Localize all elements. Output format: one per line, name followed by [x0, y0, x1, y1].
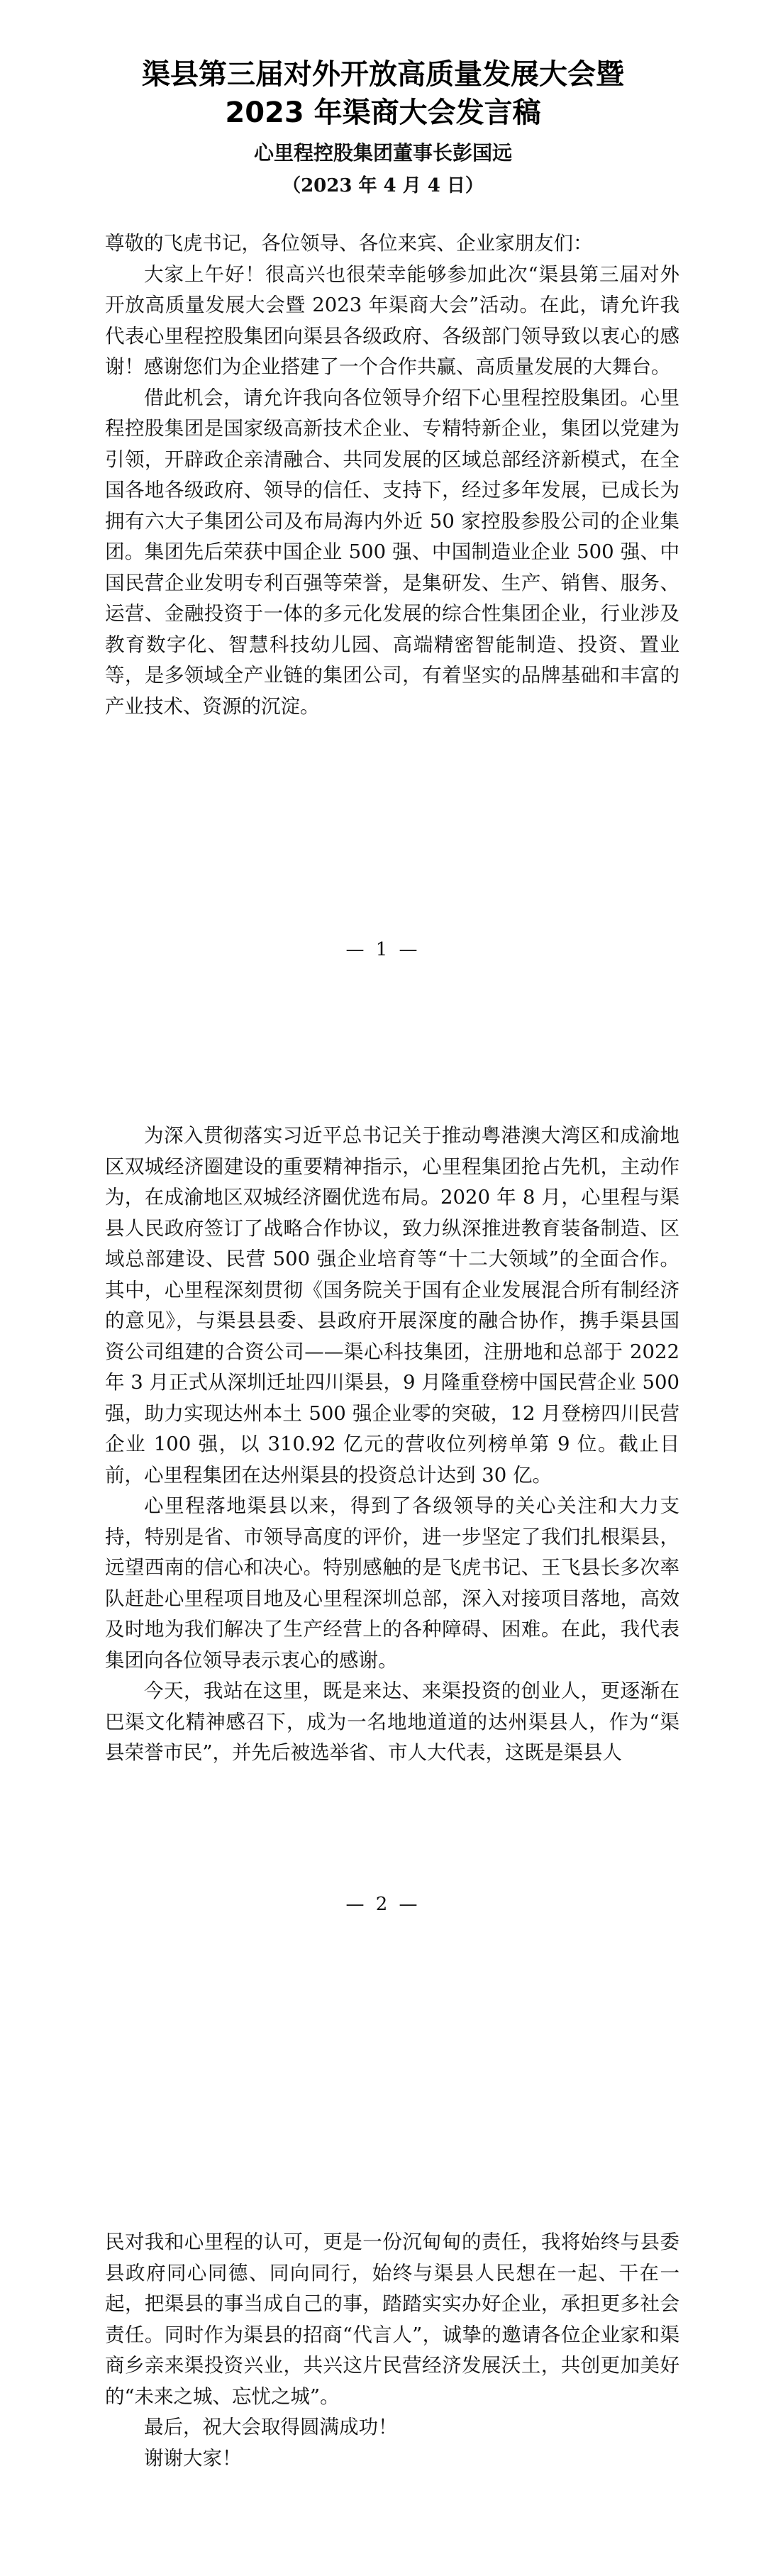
- document-page-2: [0, 1092, 766, 2121]
- closing-thanks: 谢谢大家！: [144, 2446, 242, 2470]
- page-2-body: [105, 1121, 679, 1769]
- page-1-body: [105, 228, 679, 722]
- paragraph: 为深入贯彻落实习近平总书记关于推动粤港澳大湾区和成渝地区双城经济圈建设的重要精神指示，心里程集团抢占先机，主动作为，在成渝地区双城经济圈优选布局。2020 年 8 月，心里程与渠县人民政府签订了战略合作协议，致力纵深推进教育装备制造、区域总部建设、民营 500 强企业培育等“十二大领域”的全面合作。其中，心里程深刻贯彻《国务院关于国有企业发展混合所有制经济的意见》，与渠县县委、县政府开展深度的融合协作，携手渠县国资公司组建的合资公司——渠心科技集团，注册地和总部于 2022 年 3 月正式从深圳迁址四川渠县，9 月隆重登榜中国民营企业 500 强，助力实现达州本土 500 强企业零的突破，12 月登榜四川民营企业 100 强，以 310.92 亿元的营收位列榜单第 9 位。截止目前，心里程集团在达州渠县的投资总计达到 30 亿。: [105, 1124, 679, 1487]
- paragraph: 大家上午好！很高兴也很荣幸能够参加此次“渠县第三届对外开放高质量发展大会暨 2023 年渠商大会”活动。在此，请允许我代表心里程控股集团向渠县各级政府、各级部门领导致以衷心的感谢！感谢您们为企业搭建了一个合作共赢、高质量发展的大舞台。: [105, 262, 679, 378]
- document-title-line-1: 渠县第三届对外开放高质量发展大会暨: [142, 58, 624, 91]
- greeting: 尊敬的飞虎书记，各位领导、各位来宾、企业家朋友们：: [105, 232, 593, 255]
- document-title-line-2: 2023 年渠商大会发言稿: [225, 96, 541, 129]
- paragraph: 心里程落地渠县以来，得到了各级领导的关心关注和大力支持，特别是省、市领导高度的评价，进一步坚定了我们扎根渠县，远望西南的信心和决心。特别感触的是飞虎书记、王飞县长多次率队赶赴心里程项目地及心里程深圳总部，深入对接项目落地，高效及时地为我们解决了生产经营上的各种障碍、困难。在此，我代表集团向各位领导表示衷心的感谢。: [105, 1494, 679, 1672]
- paragraph: 民对我和心里程的认可，更是一份沉甸甸的责任，我将始终与县委县政府同心同德、同向同行，始终与渠县人民想在一起、干在一起，把渠县的事当成自己的事，踏踏实实办好企业，承担更多社会责任。同时作为渠县的招商“代言人”，诚挚的邀请各位企业家和渠商乡亲来渠投资兴业，共兴这片民营经济发展沃土，共创更加美好的“未来之城、忘忧之城”。: [105, 2231, 679, 2408]
- paragraph: 借此机会，请允许我向各位领导介绍下心里程控股集团。心里程控股集团是国家级高新技术企业、专精特新企业，集团以党建为引领，开辟政企亲清融合、共同发展的区域总部经济新模式，在全国各地各级政府、领导的信任、支持下，经过多年发展，已成长为拥有六大子集团公司及布局海内外近 50 家控股参股公司的企业集团。集团先后荣获中国企业 500 强、中国制造业企业 500 强、中国民营企业发明专利百强等荣誉，是集研发、生产、销售、服务、运营、金融投资于一体的多元化发展的综合性集团企业，行业涉及教育数字化、智慧科技幼儿园、高端精密智能制造、投资、置业等，是多领域全产业链的集团公司，有着坚实的品牌基础和丰富的产业技术、资源的沉淀。: [105, 386, 679, 718]
- paragraph: 今天，我站在这里，既是来达、来渠投资的创业人，更逐渐在巴渠文化精神感召下，成为一名地地道道的达州渠县人，作为“渠县荣誉市民”，并先后被选举省、市人大代表，这既是渠县人: [105, 1680, 679, 1764]
- page-number-1: — 1 —: [345, 939, 421, 960]
- document-page-3: [0, 2220, 766, 2576]
- page-3-body: [105, 2227, 679, 2474]
- closing-wish: 最后，祝大会取得圆满成功！: [144, 2416, 398, 2438]
- page-number-2: — 2 —: [345, 1894, 421, 1915]
- speaker-line: 心里程控股集团董事长彭国远: [253, 141, 512, 165]
- speech-date: （2023 年 4 月 4 日）: [282, 175, 484, 196]
- document-page-1: [0, 0, 766, 960]
